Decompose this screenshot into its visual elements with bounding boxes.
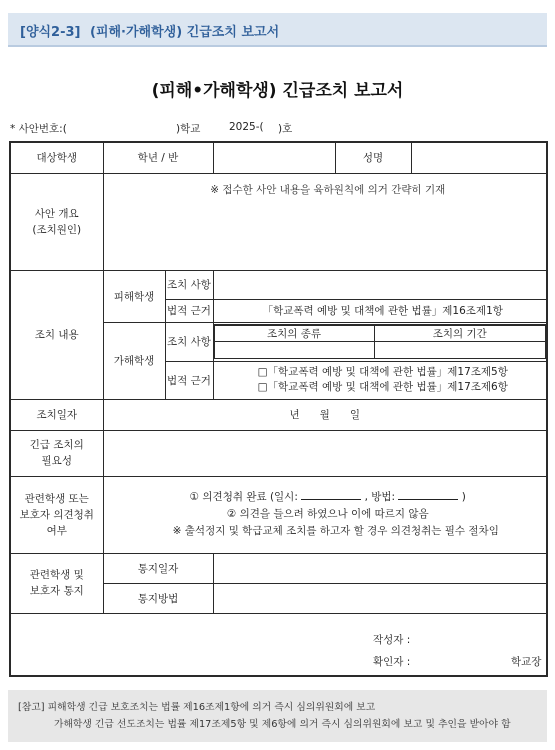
opinion-label xyxy=(10,476,103,553)
reference-note xyxy=(8,690,547,742)
victim-legal-label: 법적 근거 xyxy=(165,299,213,322)
opinion-option-1-prefix: ① 의견청취 완료 (일시: xyxy=(189,491,298,503)
notice-method-label: 통지방법 xyxy=(103,583,213,613)
notice-label-line1: 관련학생 및 xyxy=(29,569,84,581)
reference-line-1: [참고] 피해학생 긴급 보호조치는 법률 제16조제1항에 의거 즉시 심의위원회에 보고 xyxy=(18,702,376,713)
action-date-label: 조치일자 xyxy=(10,399,103,430)
offender-action-label: 조치 사항 xyxy=(165,322,213,361)
victim-action-field[interactable] xyxy=(213,270,547,299)
offender-legal-label: 법적 근거 xyxy=(165,361,213,399)
necessity-label-line1: 긴급 조치의 xyxy=(29,439,84,451)
action-period-field[interactable] xyxy=(374,342,546,359)
summary-label xyxy=(10,173,103,270)
opinion-date-blank[interactable] xyxy=(301,489,361,500)
opinion-option-1-suffix: ) xyxy=(461,491,466,503)
opinion-note: ※ 출석정지 및 학급교체 조치를 하고자 할 경우 의견청취는 필수 절차임 xyxy=(172,525,499,537)
offender-legal-options xyxy=(213,361,547,399)
opinion-field xyxy=(103,476,547,553)
notice-date-field[interactable] xyxy=(213,553,547,583)
opinion-option-1[interactable] xyxy=(110,489,547,506)
case-number-label: * 사안번호:( xyxy=(10,123,67,135)
offender-student-label: 가해학생 xyxy=(103,322,165,399)
necessity-label xyxy=(10,430,103,476)
summary-label-line1: 사안 개요 xyxy=(34,207,79,220)
form-code: [양식2-3] xyxy=(20,25,81,40)
grade-class-field[interactable] xyxy=(213,142,335,173)
summary-field[interactable] xyxy=(103,173,547,270)
necessity-label-line2: 필요성 xyxy=(41,455,72,467)
grade-class-label: 학년 / 반 xyxy=(103,142,213,173)
confirmer-label: 확인자 : xyxy=(373,655,411,668)
measure-content-label: 조치 내용 xyxy=(10,270,103,399)
document-title: (피해•가해학생) 긴급조치 보고서 xyxy=(151,81,404,101)
action-date-field[interactable]: 년 월 일 xyxy=(103,399,547,430)
opinion-label-line2: 보호자 의견청취 xyxy=(19,508,94,521)
victim-legal-text: 「학교폭력 예방 및 대책에 관한 법률」제16조제1항 xyxy=(213,299,547,322)
opinion-label-line3: 여부 xyxy=(46,524,67,537)
necessity-field[interactable] xyxy=(103,430,547,476)
summary-note: ※ 접수한 사안 내용을 육하원칙에 의거 간략히 기재 xyxy=(210,183,446,196)
offender-legal-option-5[interactable]: □「학교폭력 예방 및 대책에 관한 법률」제17조제5항 xyxy=(257,366,508,378)
action-period-label: 조치의 기간 xyxy=(374,325,546,342)
name-field[interactable] xyxy=(411,142,547,173)
offender-action-subtable xyxy=(214,324,547,360)
case-year: 2025-( xyxy=(229,121,264,133)
target-student-label: 대상학생 xyxy=(10,142,103,173)
notice-method-field[interactable] xyxy=(213,583,547,613)
name-label: 성명 xyxy=(335,142,411,173)
case-school-suffix: )학교 xyxy=(176,123,201,135)
opinion-option-1-mid: , 방법: xyxy=(364,491,396,503)
action-type-field[interactable] xyxy=(214,342,374,359)
author-label: 작성자 : xyxy=(373,633,411,646)
notice-label-line2: 보호자 통지 xyxy=(29,585,84,597)
form-header-bar xyxy=(8,13,547,47)
notice-label xyxy=(10,553,103,613)
principal-label: 학교장 xyxy=(511,655,542,668)
summary-label-line2: (조치원인) xyxy=(32,223,82,236)
offender-legal-option-6[interactable]: □「학교폭력 예방 및 대책에 관한 법률」제17조제6항 xyxy=(257,381,508,393)
victim-student-label: 피해학생 xyxy=(103,270,165,322)
report-form-table xyxy=(9,141,548,677)
victim-action-label: 조치 사항 xyxy=(165,270,213,299)
case-number-suffix: )호 xyxy=(278,123,293,135)
notice-date-label: 통지일자 xyxy=(103,553,213,583)
action-type-label: 조치의 종류 xyxy=(214,325,374,342)
opinion-label-line1: 관련학생 또는 xyxy=(24,492,89,505)
opinion-method-blank[interactable] xyxy=(398,489,458,500)
opinion-option-2[interactable]: ② 의견을 들으려 하였으나 이에 따르지 않음 xyxy=(226,508,429,520)
form-header-title: (피해·가해학생) 긴급조치 보고서 xyxy=(90,25,280,40)
reference-line-2: 가해학생 긴급 선도조치는 법률 제17조제5항 및 제6항에 의거 즉시 심의위원회에 보고 및 추인을 받아야 함 xyxy=(54,719,511,730)
offender-action-grid xyxy=(213,322,547,361)
signature-area xyxy=(10,613,547,676)
